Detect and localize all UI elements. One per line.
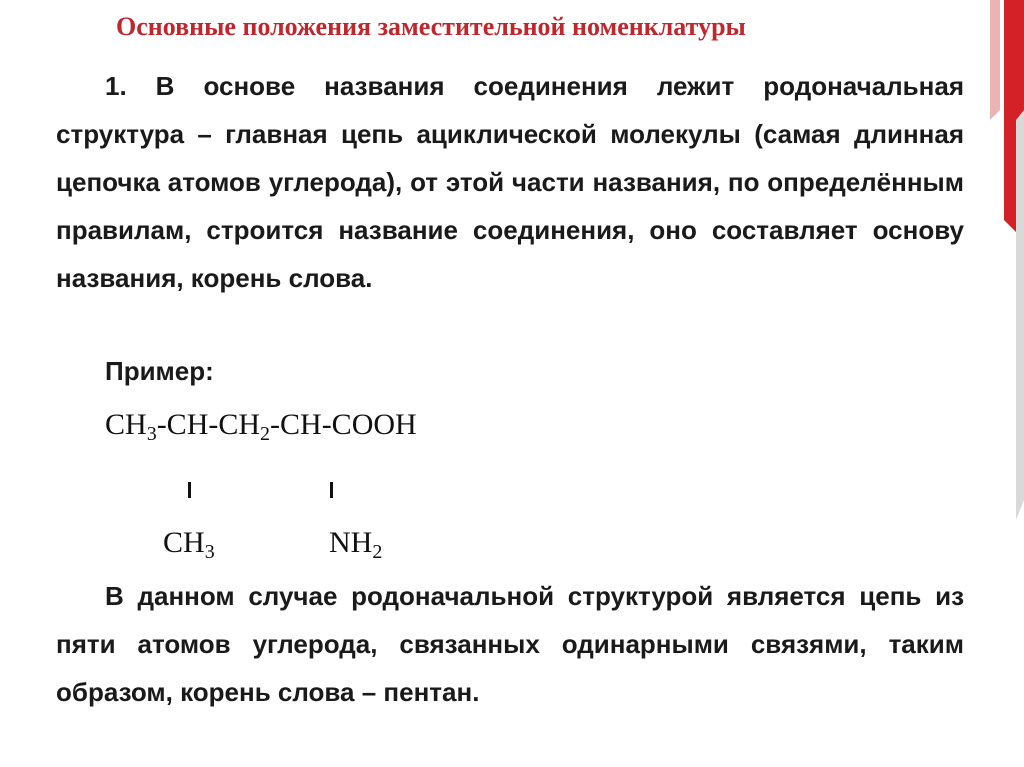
bond-line [330,482,333,498]
substituent-base: CH [163,526,205,559]
formula-subscript: 3 [146,423,157,445]
substituent-subscript: 2 [372,541,383,563]
bond-line [188,482,191,498]
substituent-methyl [163,526,215,563]
substituent-base: NH [329,526,373,559]
chemical-formula [105,408,417,445]
paragraph-2: В данном случае родоначальной структурой является цепь из пяти атомов углерода, связанных одинарными связями, таким образом, корень слова – пентан. [56,581,964,707]
slide-title: Основные положения заместительной номенклатуры [116,12,746,41]
paragraph-1: 1. В основе названия соединения лежит родоначальная структура – главная цепь ациклической молекулы (самая длинная цепочка атомов углерода), от этой части названия, по определённым правилам, строится название соединения, оно составляет основу названия, корень слова. [56,71,964,293]
formula-subscript: 2 [260,423,271,445]
formula-part: -CH-COOH [270,408,417,441]
substituent-amino [329,526,383,563]
formula-part: -CH-CH [156,408,261,441]
decorative-corner [984,0,1024,767]
substituent-subscript: 3 [204,541,215,563]
example-label: Пример: [105,356,214,386]
formula-part: CH [105,408,147,441]
